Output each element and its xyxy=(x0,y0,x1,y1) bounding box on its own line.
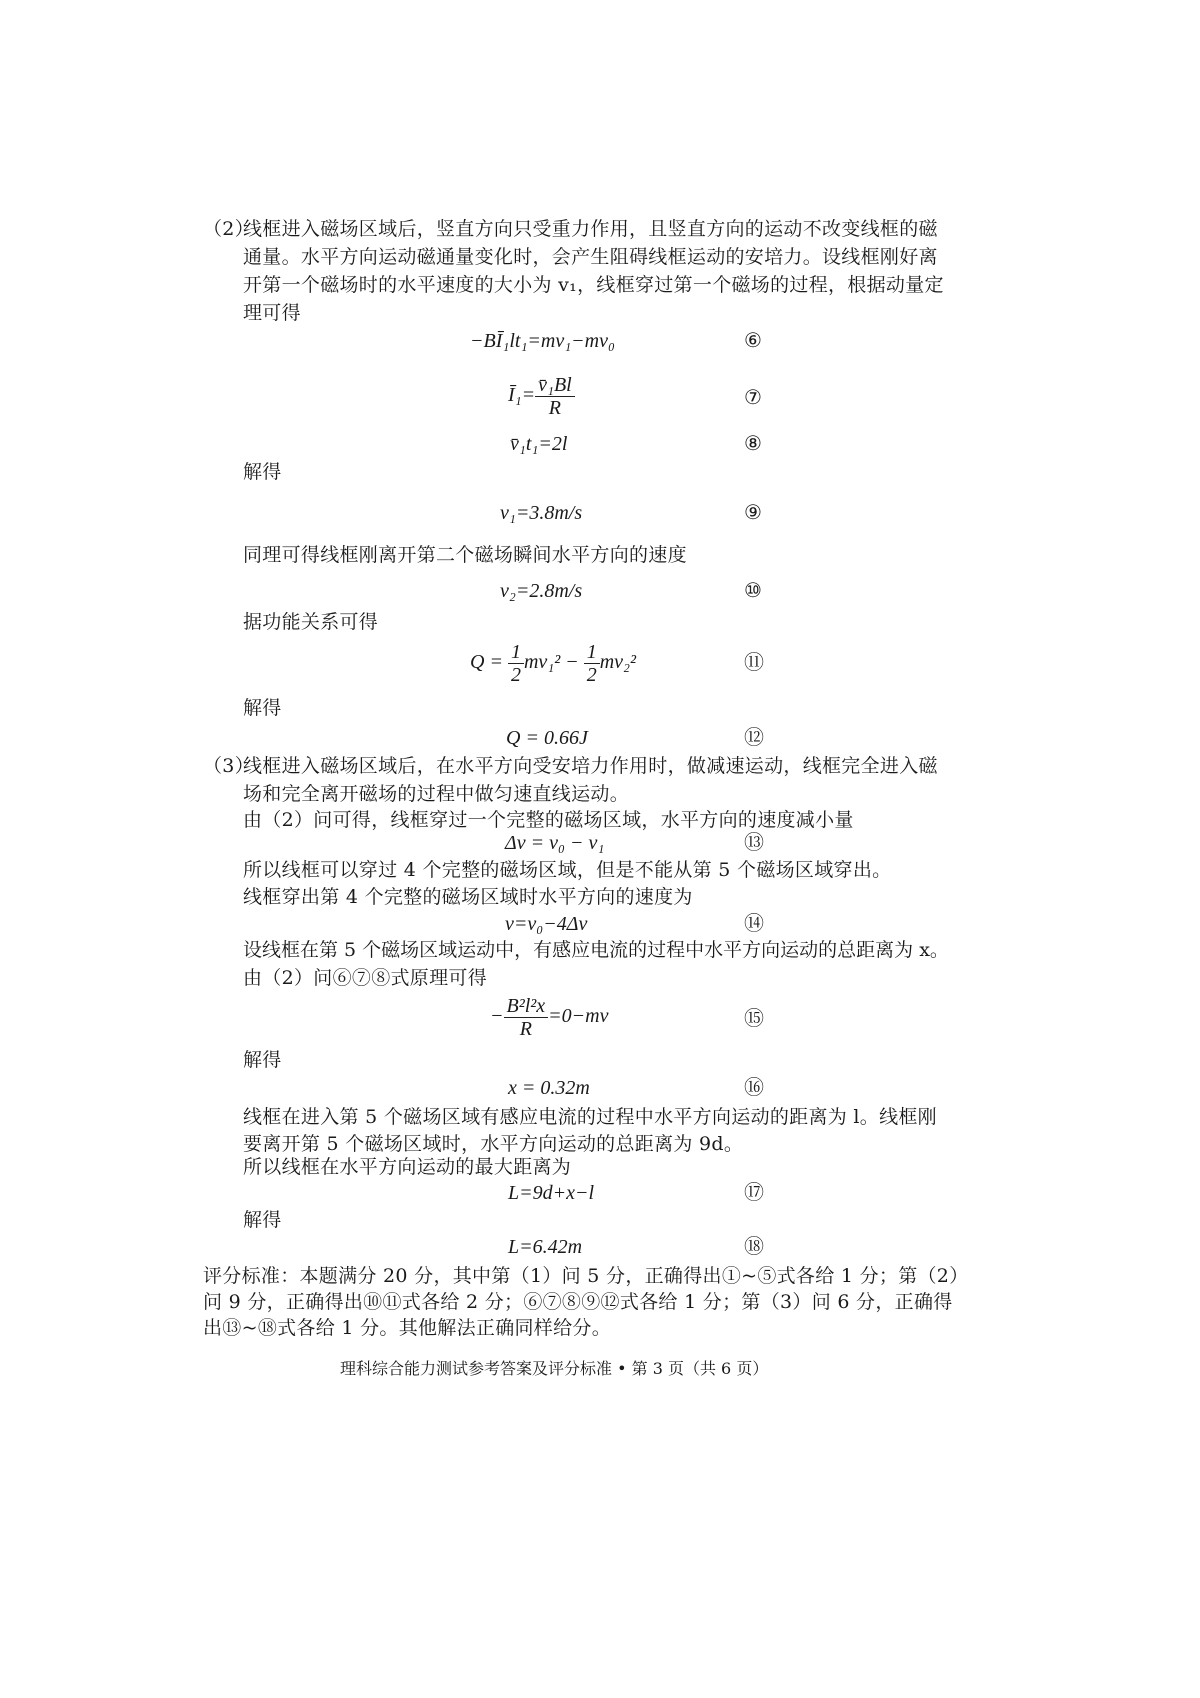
equation-6: −BĪ₁lt₁=mv₁−mv₀ xyxy=(470,330,615,352)
fraction xyxy=(508,641,524,686)
equation-10: v₂=2.8m/s xyxy=(500,580,583,602)
text-line: 场和完全离开磁场的过程中做匀速直线运动。 xyxy=(243,783,630,805)
fraction xyxy=(535,374,575,419)
text-line: 所以线框可以穿过 4 个完整的磁场区域，但是不能从第 5 个磁场区域穿出。 xyxy=(243,859,892,881)
eq7-left: Ī₁= xyxy=(508,384,536,407)
denominator: R xyxy=(548,397,562,419)
equation-number: ⑧ xyxy=(744,433,762,455)
equation-number: ⑩ xyxy=(744,580,762,602)
numerator: B²l²x xyxy=(504,995,549,1018)
part2-label: （2） xyxy=(203,218,254,240)
equation-16: x = 0.32m xyxy=(508,1077,590,1099)
text-line: 同理可得线框刚离开第二个磁场瞬间水平方向的速度 xyxy=(243,544,687,566)
page-footer: 理科综合能力测试参考答案及评分标准 • 第 3 页（共 6 页） xyxy=(340,1359,769,1378)
text-line: 线框进入磁场区域后，竖直方向只受重力作用，且竖直方向的运动不改变线框的磁 xyxy=(243,218,938,240)
numerator: 1 xyxy=(584,641,600,664)
equation-15 xyxy=(490,995,608,1040)
equation-18: L=6.42m xyxy=(508,1236,583,1258)
equation-number: ⑯ xyxy=(744,1077,764,1099)
denominator: 2 xyxy=(586,664,597,686)
text-line: 线框穿出第 4 个完整的磁场区域时水平方向的速度为 xyxy=(243,886,693,908)
equation-number: ⑪ xyxy=(744,652,764,674)
equation-number: ⑮ xyxy=(744,1008,764,1030)
equation-9: v₁=3.8m/s xyxy=(500,502,583,524)
text-line: 解得 xyxy=(243,1209,282,1231)
equation-number: ⑱ xyxy=(744,1236,764,1258)
text-line: 问 9 分，正确得出⑩⑪式各给 2 分；⑥⑦⑧⑨⑫式各给 1 分；第（3）问 6 分，正确得 xyxy=(203,1291,953,1313)
equation-13: Δv = v₀ − v₁ xyxy=(505,832,605,854)
eq15-part: − xyxy=(490,1005,504,1028)
text-line: 出⑬~⑱式各给 1 分。其他解法正确同样给分。 xyxy=(203,1317,611,1339)
fraction xyxy=(584,641,600,686)
equation-number: ⑬ xyxy=(744,832,764,854)
text-line: 线框进入磁场区域后，在水平方向受安培力作用时，做减速运动，线框完全进入磁 xyxy=(243,755,938,777)
text-line: 解得 xyxy=(243,1049,282,1071)
equation-number: ⑰ xyxy=(744,1182,764,1204)
part3-label: （3） xyxy=(203,755,254,777)
numerator: v̄₁Bl xyxy=(535,374,575,397)
equation-14: v=v₀−4Δv xyxy=(505,913,588,935)
text-line: 由（2）问可得，线框穿过一个完整的磁场区域，水平方向的速度减小量 xyxy=(243,809,854,831)
equation-number: ⑥ xyxy=(744,330,762,352)
text-line: 理可得 xyxy=(243,302,301,324)
eq11-part: mv₁² − xyxy=(523,651,579,674)
text-line: 线框在进入第 5 个磁场区域有感应电流的过程中水平方向运动的距离为 l。线框刚 xyxy=(243,1106,937,1128)
text-line: 解得 xyxy=(243,461,282,483)
eq11-part: Q = xyxy=(470,651,503,674)
text-line: 解得 xyxy=(243,697,282,719)
text-line: 评分标准：本题满分 20 分，其中第（1）问 5 分，正确得出①~⑤式各给 1 分；第（2） xyxy=(203,1265,969,1287)
equation-number: ⑦ xyxy=(744,387,762,409)
equation-number: ⑨ xyxy=(744,502,762,524)
numerator: 1 xyxy=(508,641,524,664)
fraction xyxy=(504,995,549,1040)
equation-7 xyxy=(508,374,575,419)
text-line: 由（2）问⑥⑦⑧式原理可得 xyxy=(243,967,487,989)
denominator: 2 xyxy=(510,664,521,686)
text-line: 通量。水平方向运动磁通量变化时，会产生阻碍线框运动的安培力。设线框刚好离 xyxy=(243,246,938,268)
eq11-part: mv₂² xyxy=(599,651,636,674)
text-line: 据功能关系可得 xyxy=(243,611,379,633)
equation-12: Q = 0.66J xyxy=(506,727,588,749)
text-line: 开第一个磁场时的水平速度的大小为 v₁，线框穿过第一个磁场的过程，根据动量定 xyxy=(243,274,944,296)
equation-11 xyxy=(470,641,636,686)
equation-number: ⑫ xyxy=(744,727,764,749)
eq15-part: =0−mv xyxy=(548,1005,609,1028)
text-line: 所以线框在水平方向运动的最大距离为 xyxy=(243,1156,572,1178)
equation-17: L=9d+x−l xyxy=(508,1182,595,1204)
equation-number: ⑭ xyxy=(744,913,764,935)
denominator: R xyxy=(519,1018,532,1040)
text-line: 要离开第 5 个磁场区域时，水平方向运动的总距离为 9d。 xyxy=(243,1133,744,1155)
equation-8: v̄₁t₁=2l xyxy=(510,433,568,455)
text-line: 设线框在第 5 个磁场区域运动中，有感应电流的过程中水平方向运动的总距离为 x。 xyxy=(243,939,949,961)
